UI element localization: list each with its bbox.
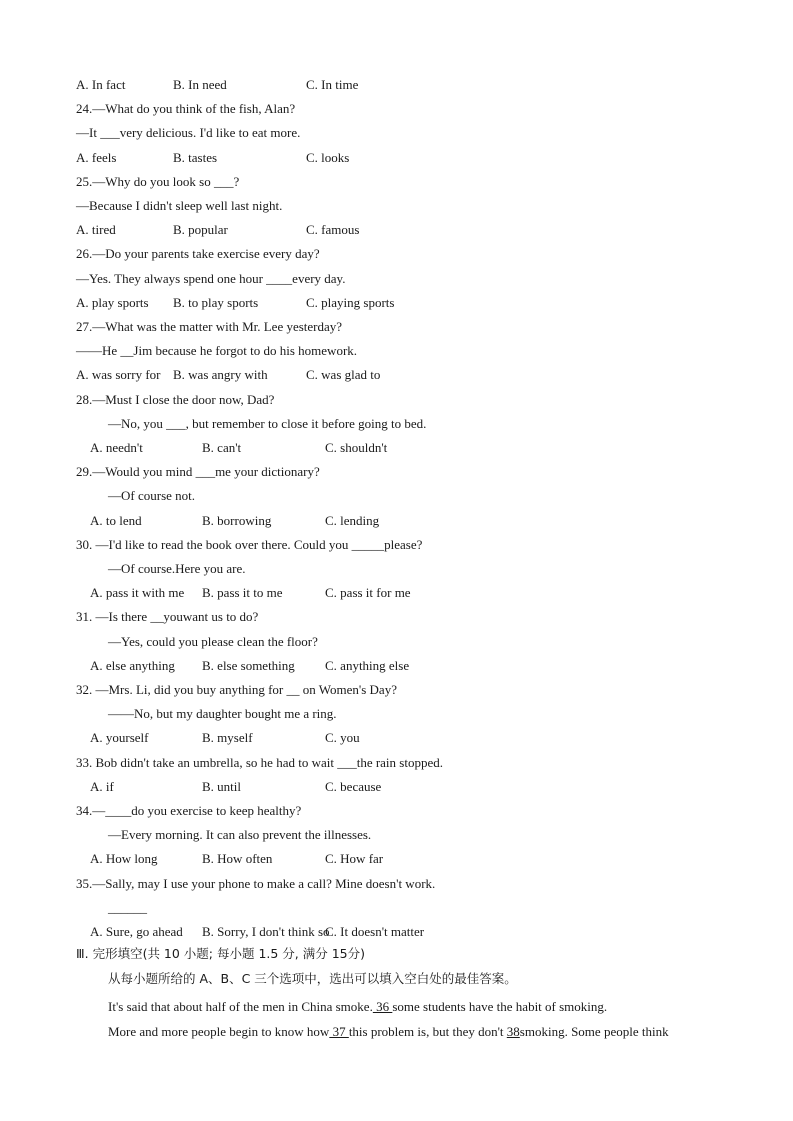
option-a: A. was sorry for (76, 367, 161, 383)
passage-line-1 (108, 999, 607, 1015)
question-line: ——He __Jim because he forgot to do his homework. (76, 343, 358, 359)
option-a: A. tired (76, 222, 116, 238)
question-line: 29.—Would you mind ___me your dictionary? (76, 464, 320, 480)
option-c: C. In time (306, 77, 359, 92)
option-b: B. pass it to me (202, 585, 283, 601)
option-b: B. How often (202, 851, 273, 867)
option-c: C. How far (325, 851, 384, 867)
option-b: B. to play sports (173, 294, 259, 310)
option-a: A. needn't (90, 440, 143, 455)
option-b: B. In need (173, 77, 227, 92)
option-a: A. if (90, 778, 114, 794)
option-c: C. playing sports (306, 294, 395, 310)
option-c: C. anything else (325, 657, 410, 673)
section-heading-text: Ⅲ. 完形填空(共 10 小题; 每小题 1.5 分, 满分 15分) (76, 946, 366, 961)
option-a: A. yourself (90, 730, 149, 746)
option-a: A. In fact (76, 77, 126, 92)
option-c: C. famous (306, 222, 360, 238)
blank-36: 36 (372, 999, 393, 1014)
question-line: 32. —Mrs. Li, did you buy anything for __ on Women's Day? (76, 682, 397, 697)
option-a: A. play sports (76, 294, 149, 310)
question-line: 26.—Do your parents take exercise every day? (76, 246, 320, 262)
option-b: B. popular (173, 222, 228, 238)
option-a: A. to lend (90, 512, 142, 528)
question-line: 33. Bob didn't take an umbrella, so he had to wait ___the rain stopped. (76, 754, 443, 770)
option-a: A. feels (76, 149, 117, 165)
blank-37: 37 (329, 1024, 349, 1039)
passage-text: some students have the habit of smoking. (392, 999, 608, 1014)
question-line: 24.—What do you think of the fish, Alan? (76, 101, 296, 117)
option-c: C. pass it for me (325, 585, 411, 601)
option-a: A. pass it with me (90, 585, 185, 601)
passage-text: this problem is, but they don't (348, 1024, 507, 1039)
question-line: —Every morning. It can also prevent the illnesses. (108, 827, 372, 843)
option-c: C. because (325, 778, 382, 794)
option-a: A. else anything (90, 657, 175, 673)
blank-38: 38 (506, 1024, 520, 1039)
question-line: 30. —I'd like to read the book over there. Could you _____please? (76, 536, 423, 552)
passage-text: More and more people begin to know how (108, 1024, 330, 1039)
option-c: C. It doesn't matter (325, 924, 425, 939)
option-b: B. until (202, 778, 242, 794)
question-line: 25.—Why do you look so ___? (76, 173, 240, 189)
option-b: B. else something (202, 657, 295, 673)
question-line: —It ___very delicious. I'd like to eat more. (76, 125, 301, 141)
question-line: ______ (108, 899, 147, 915)
passage-text: It's said that about half of the men in China smoke. (108, 999, 373, 1014)
option-a: A. Sure, go ahead (90, 924, 183, 939)
question-line: —No, you ___, but remember to close it before going to bed. (108, 415, 427, 431)
section-instruction-text: 从每小题所给的 A、B、C 三个选项中，选出可以填入空白处的最佳答案。 (108, 971, 517, 986)
passage-line-2 (108, 1024, 669, 1040)
option-c: C. was glad to (306, 367, 381, 383)
option-c: C. you (325, 730, 360, 746)
option-c: C. lending (325, 512, 380, 528)
question-line: —Of course.Here you are. (108, 561, 246, 576)
question-line: —Yes. They always spend one hour ____every day. (76, 270, 346, 286)
option-b: B. myself (202, 730, 253, 746)
option-b: B. borrowing (202, 512, 272, 528)
passage-text: smoking. Some people think (519, 1024, 669, 1039)
question-line: 34.—____do you exercise to keep healthy? (76, 803, 302, 818)
option-c: C. looks (306, 149, 350, 165)
section-heading (76, 946, 365, 962)
option-a: A. How long (90, 851, 158, 867)
question-line: 27.—What was the matter with Mr. Lee yesterday? (76, 319, 343, 334)
question-line: ——No, but my daughter bought me a ring. (108, 706, 337, 722)
option-b: B. can't (202, 440, 242, 455)
option-b: B. Sorry, I don't think so (202, 924, 330, 939)
question-line: 35.—Sally, may I use your phone to make a call? Mine doesn't work. (76, 875, 436, 891)
question-line: 31. —Is there __youwant us to do? (76, 609, 259, 625)
question-line: —Yes, could you please clean the floor? (108, 633, 318, 649)
option-b: B. was angry with (173, 367, 268, 383)
option-b: B. tastes (173, 149, 218, 165)
question-line: —Of course not. (108, 488, 196, 504)
question-line: —Because I didn't sleep well last night. (76, 198, 283, 213)
option-c: C. shouldn't (325, 440, 388, 455)
question-line: 28.—Must I close the door now, Dad? (76, 391, 275, 407)
section-instruction (108, 971, 517, 987)
